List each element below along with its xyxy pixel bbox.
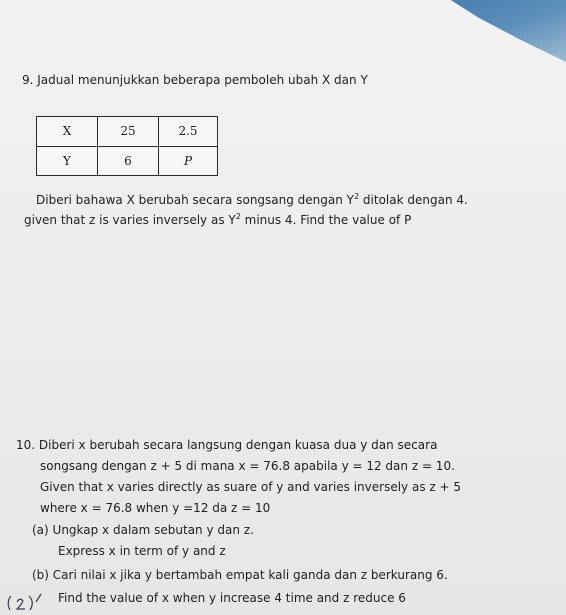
table-cell: 25 — [98, 117, 159, 147]
q10-part-a-en: Express x in term of y and z — [58, 544, 226, 558]
q9-table — [36, 116, 218, 176]
q9-line1-text: Diberi bahawa X berubah secara songsang dengan Y — [36, 193, 355, 207]
q9-line2 — [24, 212, 411, 228]
q9-line1-end: ditolak dengan 4. — [359, 193, 468, 207]
q10-part-a: (a) Ungkap x dalam sebutan y dan z. — [32, 523, 254, 537]
q9-line2-end: minus 4. Find the value of P — [240, 213, 412, 227]
q10-part-b: (b) Cari nilai x jika y bertambah empat kali ganda dan z berkurang 6. — [32, 568, 448, 582]
table-row — [37, 117, 218, 147]
table-cell: X — [37, 117, 98, 147]
table-cell: 2.5 — [159, 117, 218, 147]
q10-line3: Given that x varies directly as suare of y and varies inversely as z + 5 — [40, 480, 462, 494]
q10-line1: 10. Diberi x berubah secara langsung dengan kuasa dua y dan secara — [16, 438, 438, 452]
table-row — [37, 146, 218, 176]
q10-line4: where x = 76.8 when y =12 da z = 10 — [40, 501, 271, 515]
table-cell: Y — [37, 146, 98, 176]
table-cell: P — [159, 146, 218, 176]
exponent: 2 — [235, 212, 241, 221]
q9-line2-text: given that z is varies inversely as Y — [24, 213, 236, 227]
q10-line2: songsang dengan z + 5 di mana x = 76.8 apabila y = 12 dan z = 10. — [40, 459, 455, 473]
table-cell: 6 — [98, 146, 159, 176]
q9-line1 — [36, 192, 468, 208]
handwritten-mark-icon — [4, 588, 44, 612]
q9-title: 9. Jadual menunjukkan beberapa pemboleh ubah X dan Y — [22, 73, 368, 87]
q10-part-b-en: Find the value of x when y increase 4 time and z reduce 6 — [58, 591, 406, 605]
exponent: 2 — [354, 192, 360, 201]
